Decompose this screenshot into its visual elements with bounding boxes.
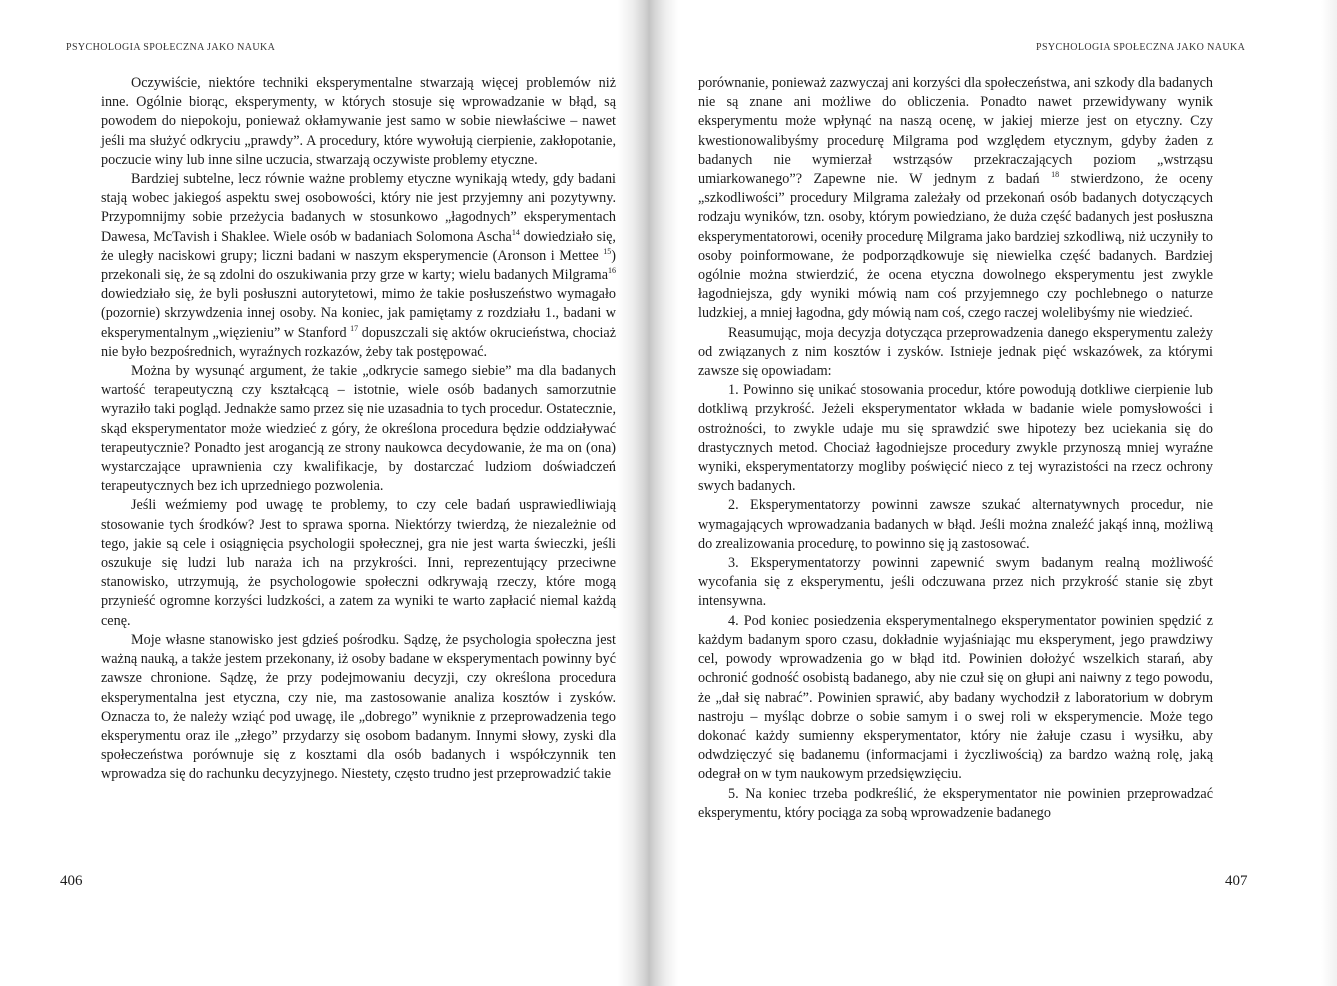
text-run: porównanie, ponieważ zazwyczaj ani korzyści dla społeczeństwa, ani szkody dla badanych nie są znane ani możliwe do obliczenia. Ponadto nawet przewidywany wynik eksperymentu może wpłynąć na naszą ocenę, w jakiej mierze jest on etyczny. Czy kwestionowalibyśmy procedurę Milgrama pod względem etycznym, gdyby żaden z badanych nie wymierzał wstrząsów przekraczających poziom „wstrząsu umiarkowanego”? Zapewne nie. W jednym z badań [698, 75, 1213, 188]
footnote-ref: 15 [603, 246, 612, 256]
footnote-ref: 17 [350, 323, 359, 333]
paragraph: 3. Eksperymentatorzy powinni zapewnić swym badanym realną możliwość wycofania się z eksperymentu, jeśli odczuwana przez nich przykrość stanie się zbyt intensywna. [698, 555, 1213, 610]
paragraph [101, 170, 616, 362]
text-run: stwierdzono, że oceny „szkodliwości” procedury Milgrama zależały od przekonań osób badanych dotyczących rodzaju wyników, tzn. osoby, którym powiedziano, że duża część badanych jest posłuszna eksperymentatorowi, oceniły procedurę Milgrama jako bardziej szkodliwą, niż uczyniły to osoby poinformowane, że podporządkowuje się niewielka część badanych. Bardziej ogólnie można stwierdzić, że ocena etyczna dowolnego eksperymentu jest zwykle łagodniejsza, gdy wyniki mówią nam coś przyjemnego czy pochlebnego o naturze ludzkiej, a mniej łagodna, gdy mówią nam coś, czego raczej wolelibyśmy nie wiedzieć. [698, 171, 1214, 322]
paragraph: Moje własne stanowisko jest gdzieś pośrodku. Sądzę, że psychologia społeczna jest ważną nauką, a także jestem przekonany, iż osoby badane w eksperymentach powinny być zawsze chronione. Sądzę, że przy podejmowaniu decyzji, czy określona procedura eksperymentalna jest etyczna, czy nie, ma zastosowanie analiza kosztów i zysków. Oznacza to, że należy wziąć pod uwagę, ile „dobrego” wyniknie z przeprowadzenia tego eksperymentu oraz ile „złego” przydarzy się osobom badanym. Innymi słowy, zyski dla społeczeństwa porównuje się z kosztami dla osób badanych i współczynnik ten wprowadza się do rachunku decyzyjnego. Niestety, często trudno jest przeprowadzić takie [101, 631, 616, 783]
paragraph: 4. Pod koniec posiedzenia eksperymentalnego eksperymentator powinien spędzić z każdym badanym sporo czasu, dokładnie wyjaśniając mu eksperyment, jego prawdziwy cel, powody wprowadzenia go w błąd itd. Powinien dołożyć wszelkich starań, aby ochronić godność osobistą badanego, aby nie czuł się on głupi ani naiwny z tego powodu, że „dał się nabrać”. Powinien sprawić, aby badany wychodził z laboratorium w dobrym nastroju – myśląc dobrze o sobie samym i o swej roli w eksperymencie. Może tego dokonać każdy sumienny eksperymentator, który nie żałuje czasu i wysiłku, aby odwdzięczyć się badanemu (informacjami i życzliwością) za bardzo ważną rolę, jaką odegrał on w tym naukowym przedsięwzięciu. [698, 612, 1213, 783]
footnote-ref: 18 [1051, 170, 1060, 180]
book-gutter-shadow [618, 0, 678, 986]
paragraph: Reasumując, moja decyzja dotycząca przeprowadzenia danego eksperymentu zależy od związanych z nim kosztów i zysków. Istnieje jednak pięć wskazówek, za którymi zawsze się opowiadam: [698, 324, 1213, 380]
running-head-right: PSYCHOLOGIA SPOŁECZNA JAKO NAUKA [1036, 42, 1246, 53]
text-run: dowiedziało się, że byli posłuszni autorytetowi, mimo że takie posłuszeństwo wymagało (pozornie) skrzywdzenia innej osoby. Na koniec, jak pamiętamy z rozdziału 1., badani w eksperymentalnym „więzieniu” w Stanford [101, 286, 616, 341]
paragraph: 5. Na koniec trzeba podkreślić, że eksperymentator nie powinien przeprowadzać eksperymentu, który pociąga za sobą wprowadzenie badanego [698, 785, 1213, 821]
paragraph: 1. Powinno się unikać stosowania procedur, które powodują dotkliwe cierpienie lub dotkliwą przykrość. Jeżeli eksperymentator wkłada w badanie wiele pomysłowości i ostrożności, to zwykle udaje mu się sprawdzić swe hipotezy bez uciekania się do drastycznych metod. Chociaż łagodniejsze procedury zwykle przynoszą mniej wyraźne wyniki, eksperymentatorzy mogliby poświęcić nieco z tej wyrazistości na rzecz ochrony swych badanych. [698, 382, 1213, 495]
text-run: dopuszczali się aktów okrucieństwa, chociaż nie było bezpośrednich, wyraźnych rozkazów, żeby tak postępować. [101, 324, 616, 360]
paragraph: 2. Eksperymentatorzy powinni zawsze szukać alternatywnych procedur, nie wymagających wprowadzania badanych w błąd. Jeśli można znaleźć jakąś inną, możliwą do zrealizowania procedurę, to powinno się ją zastosować. [698, 497, 1213, 552]
paragraph: Jeśli weźmiemy pod uwagę te problemy, to czy cele badań usprawiedliwiają stosowanie tych środków? Jest to sprawa sporna. Niektórzy twierdzą, że niezależnie od tego, jakie są cele i osiągnięcia psychologii społecznej, gra nie jest warta świeczki, jeśli oszukuje się ludzi lub naraża ich na przykrości. Inni, reprezentujący przeciwne stanowisko, utrzymują, że psychologowie społeczni odkrywają rzeczy, które mogą przynieść ogromne korzyści ludzkości, a zatem za wyniki te warto zapłacić niemal każdą cenę. [101, 497, 616, 629]
paragraph [698, 74, 1213, 324]
running-head-left: PSYCHOLOGIA SPOŁECZNA JAKO NAUKA [66, 42, 276, 53]
page-edge [1321, 0, 1337, 986]
text-run: dowiedziało się, że uległy naciskowi grupy; liczni badani w naszym eksperymencie (Aronson i Mettee [101, 228, 616, 264]
page-number-right: 407 [1225, 873, 1248, 889]
text-run: ) przekonali się, że są zdolni do oszukiwania przy grze w karty; wielu badanych Milgrama [101, 247, 616, 284]
footnote-ref: 14 [511, 227, 520, 237]
footnote-ref: 16 [608, 266, 616, 276]
page-number-left: 406 [60, 873, 83, 889]
paragraph: Można by wysunąć argument, że takie „odkrycie samego siebie” ma dla badanych wartość terapeutyczną czy kształcącą – istotnie, wiele osób badanych samorzutnie wyraziło taki pogląd. Jednakże samo przez się nie uzasadnia to tych procedur. Ostatecznie, skąd eksperymentator może wiedzieć z góry, że określona procedura będzie oddziaływać terapeutycznie? Ponadto jest arogancją ze strony naukowca decydowanie, że ma on (ona) wystarczające uprawnienia czy kwalifikacje, by dostarczać ludziom doświadczeń terapeutycznych bez ich uprzedniego pozwolenia. [101, 363, 616, 495]
paragraph: Oczywiście, niektóre techniki eksperymentalne stwarzają więcej problemów niż inne. Ogólnie biorąc, eksperymenty, w których stosuje się wprowadzanie w błąd, są powodem do niepokoju, ponieważ okłamywanie jest samo w sobie niewłaściwe – nawet jeśli ma służyć odkryciu „prawdy”. A procedury, które wywołują cierpienie, zakłopotanie, poczucie winy lub inne silne uczucia, stwarzają oczywiste problemy etyczne. [101, 75, 616, 168]
left-page-body [101, 74, 616, 785]
right-page-body [698, 74, 1213, 823]
text-run: Bardziej subtelne, lecz równie ważne problemy etyczne wynikają wtedy, gdy badani stają wobec jakiegoś aspektu swej osobowości, który nie jest przyjemny ani pozytywny. Przypomnijmy sobie przeżycia badanych w stosunkowo „łagodnych” eksperymentach Dawesa, McTavish i Shaklee. Wiele osób w badaniach Solomona Ascha [101, 171, 616, 245]
